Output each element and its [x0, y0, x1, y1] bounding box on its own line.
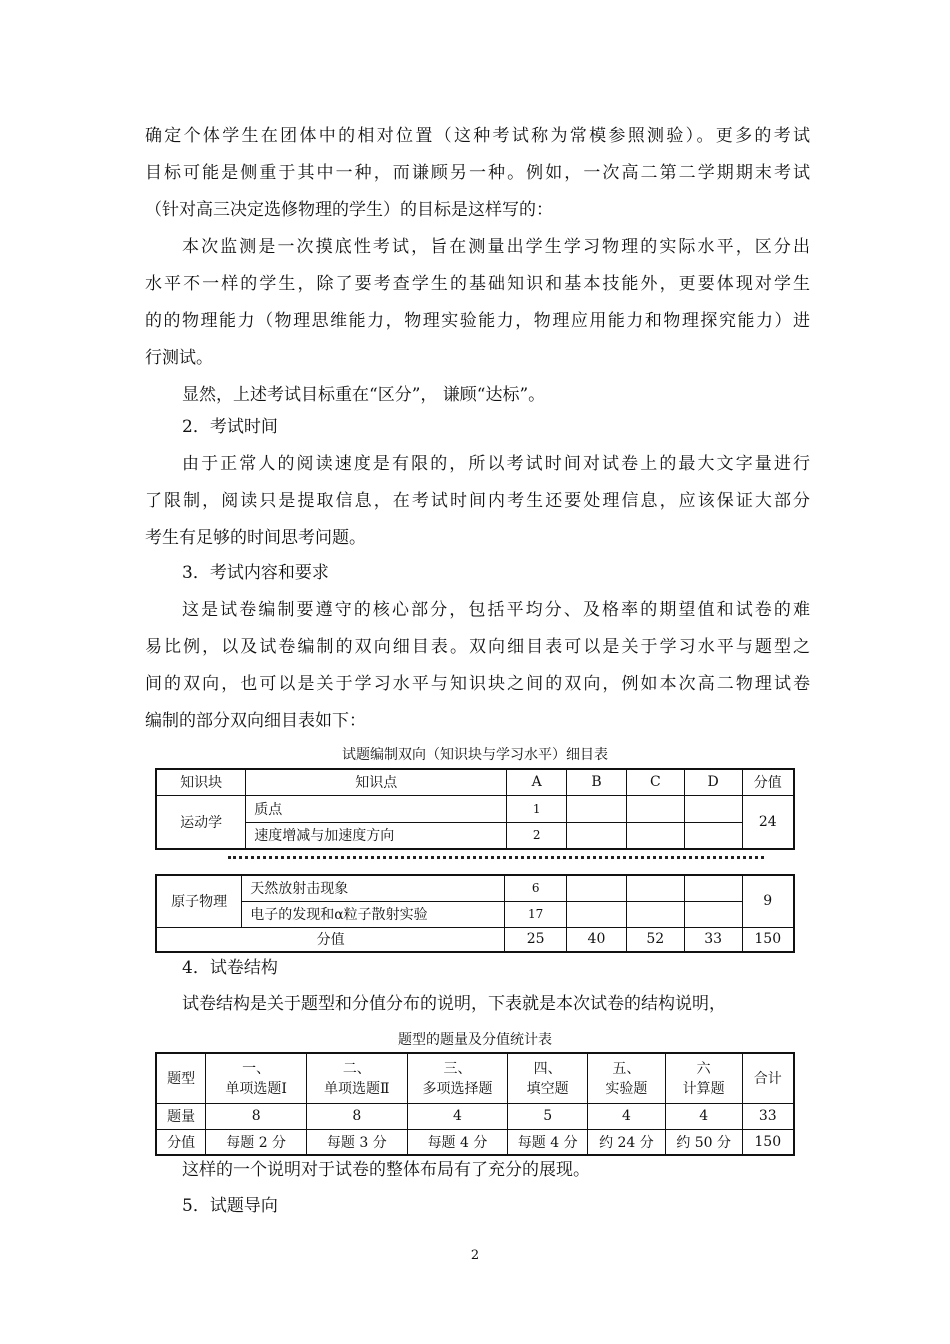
- summary-b: 40: [567, 927, 627, 952]
- block-name: 运动学: [156, 795, 246, 849]
- cell-a: 2: [507, 822, 567, 849]
- type-header: [665, 1053, 742, 1103]
- summary-a: 25: [505, 927, 567, 952]
- score-total: 150: [742, 1129, 794, 1155]
- text-line: 的的物理能力（物理思维能力，物理实验能力，物理应用能力和物理探究能力）进: [145, 311, 810, 331]
- header-knowledge-point: 知识点: [246, 769, 507, 795]
- text-line: 这是试卷编制要遵守的核心部分，包括平均分、及格率的期望值和试卷的难: [182, 600, 810, 620]
- type-header: [206, 1053, 307, 1103]
- summary-c: 52: [626, 927, 684, 952]
- text-line: 行测试。: [145, 348, 213, 368]
- knowledge-point: 质点: [246, 795, 507, 822]
- type-name: 单项选题Ⅰ: [225, 1081, 287, 1098]
- text-line: 目标可能是侧重于其中一种，而谦顾另一种。例如，一次高二第二学期期末考试: [145, 163, 810, 183]
- header-level-a: A: [507, 769, 567, 795]
- cell-a: 6: [505, 875, 567, 901]
- paragraph-1: [145, 118, 810, 229]
- cell-b: [567, 795, 627, 822]
- text-line: 显然，上述考试目标重在“区分”， 谦顾“达标”。: [182, 385, 546, 405]
- count-cell: 4: [588, 1103, 666, 1129]
- cell-d: [684, 795, 742, 822]
- score-cell: 每题 4 分: [407, 1129, 508, 1155]
- count-cell: 8: [306, 1103, 407, 1129]
- header-score: 分值: [742, 769, 794, 795]
- cell-b: [567, 875, 627, 901]
- paragraph-7: [145, 1152, 810, 1189]
- type-name: 实验题: [605, 1081, 648, 1098]
- count-cell: 4: [665, 1103, 742, 1129]
- score-cell: 约 24 分: [588, 1129, 666, 1155]
- score-cell: 每题 3 分: [306, 1129, 407, 1155]
- type-number: 六: [696, 1061, 711, 1078]
- omission-dots: [228, 852, 764, 859]
- knowledge-table-top: [155, 768, 795, 850]
- block-name: 原子物理: [156, 875, 242, 927]
- text-line: 编制的部分双向细目表如下：: [145, 711, 366, 731]
- page-number: 2: [470, 1248, 480, 1263]
- score-cell: 每题 4 分: [508, 1129, 588, 1155]
- section-heading-4: 4．试卷结构: [182, 958, 278, 978]
- type-number: 四、: [533, 1061, 562, 1078]
- question-type-table: [155, 1052, 795, 1156]
- cell-c: [626, 875, 684, 901]
- cell-d: [684, 901, 742, 927]
- block-total: 24: [742, 795, 794, 849]
- cell-c: [626, 901, 684, 927]
- type-name: 计算题: [682, 1081, 725, 1098]
- cell-b: [567, 901, 627, 927]
- type-number: 三、: [443, 1061, 472, 1078]
- type-name: 多项选择题: [422, 1081, 493, 1098]
- row-label-score: 分值: [156, 1129, 206, 1155]
- section-heading-3: 3．考试内容和要求: [182, 563, 329, 583]
- summary-total: 150: [742, 927, 794, 952]
- text-line: 确定个体学生在团体中的相对位置（这种考试称为常模参照测验）。更多的考试: [145, 126, 810, 146]
- type-header: [508, 1053, 588, 1103]
- cell-d: [684, 822, 742, 849]
- section-heading-5: 5．试题导向: [182, 1196, 278, 1216]
- type-name: 单项选题Ⅱ: [324, 1081, 390, 1098]
- type-header: [588, 1053, 666, 1103]
- cell-c: [626, 795, 684, 822]
- paragraph-4: [145, 446, 810, 557]
- header-knowledge-block: 知识块: [156, 769, 246, 795]
- text-line: 本次监测是一次摸底性考试，旨在测量出学生学习物理的实际水平，区分出: [182, 237, 810, 257]
- cell-a: 17: [505, 901, 567, 927]
- text-line: 试卷结构是关于题型和分值分布的说明，下表就是本次试卷的结构说明，: [182, 994, 726, 1014]
- type-number: 二、: [342, 1061, 371, 1078]
- section-heading-2: 2．考试时间: [182, 417, 278, 437]
- cell-d: [684, 875, 742, 901]
- text-line: 了限制，阅读只是提取信息，在考试时间内考生还要处理信息，应该保证大部分: [145, 491, 810, 511]
- text-line: 水平不一样的学生，除了要考查学生的基础知识和基本技能外，更要体现对学生: [145, 274, 810, 294]
- knowledge-table-bottom: [155, 874, 795, 953]
- block-total: 9: [742, 875, 794, 927]
- text-line: 考生有足够的时间思考问题。: [145, 528, 366, 548]
- knowledge-point: 速度增减与加速度方向: [246, 822, 507, 849]
- summary-label: 分值: [156, 927, 505, 952]
- table1-caption: 试题编制双向（知识块与学习水平）细目表: [342, 747, 608, 763]
- count-cell: 8: [206, 1103, 307, 1129]
- type-name: 填空题: [526, 1081, 569, 1098]
- text-line: 这样的一个说明对于试卷的整体布局有了充分的展现。: [182, 1160, 590, 1180]
- knowledge-point: 天然放射击现象: [242, 875, 505, 901]
- type-header: [306, 1053, 407, 1103]
- knowledge-point: 电子的发现和α粒子散射实验: [242, 901, 505, 927]
- header-level-b: B: [567, 769, 627, 795]
- score-cell: 每题 2 分: [206, 1129, 307, 1155]
- total-header: 合计: [742, 1053, 794, 1103]
- row-label-type: 题型: [156, 1053, 206, 1103]
- cell-b: [567, 822, 627, 849]
- header-level-d: D: [684, 769, 742, 795]
- count-cell: 4: [407, 1103, 508, 1129]
- text-line: 由于正常人的阅读速度是有限的，所以考试时间对试卷上的最大文字量进行: [182, 454, 810, 474]
- table2-caption: 题型的题量及分值统计表: [398, 1032, 552, 1048]
- paragraph-5: [145, 592, 810, 740]
- text-line: 间的双向，也可以是关于学习水平与知识块之间的双向，例如本次高二物理试卷: [145, 674, 810, 694]
- type-number: 五、: [612, 1061, 641, 1078]
- cell-c: [626, 822, 684, 849]
- paragraph-6: [145, 986, 810, 1023]
- text-line: （针对高三决定选修物理的学生）的目标是这样写的：: [145, 200, 553, 220]
- text-line: 易比例，以及试卷编制的双向细目表。双向细目表可以是关于学习水平与题型之: [145, 637, 810, 657]
- score-cell: 约 50 分: [665, 1129, 742, 1155]
- type-number: 一、: [242, 1061, 271, 1078]
- count-total: 33: [742, 1103, 794, 1129]
- summary-d: 33: [684, 927, 742, 952]
- row-label-count: 题量: [156, 1103, 206, 1129]
- header-level-c: C: [626, 769, 684, 795]
- cell-a: 1: [507, 795, 567, 822]
- count-cell: 5: [508, 1103, 588, 1129]
- paragraph-2: [145, 229, 810, 377]
- type-header: [407, 1053, 508, 1103]
